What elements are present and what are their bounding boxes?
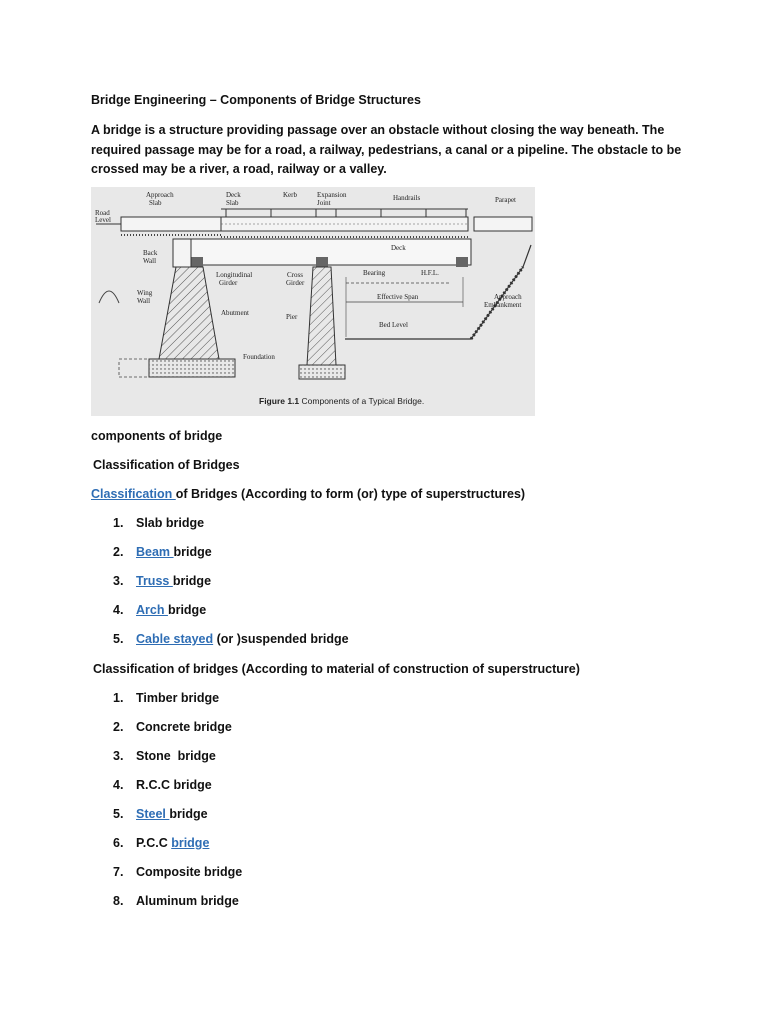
form-heading — [91, 487, 525, 501]
label-road-level: Road — [95, 209, 110, 217]
label-kerb: Kerb — [283, 191, 297, 199]
arch-link[interactable]: Arch — [136, 603, 168, 617]
svg-text:Level: Level — [95, 216, 111, 224]
classification-link[interactable]: Classification — [91, 487, 176, 501]
svg-text:Girder: Girder — [219, 279, 238, 287]
figure-caption: Figure 1.1 Components of a Typical Bridge. — [259, 396, 425, 406]
foundation-pier — [299, 365, 345, 379]
label-effective-span: Effective Span — [377, 293, 419, 301]
label-bed-level: Bed Level — [379, 321, 408, 329]
label-deck: Deck — [391, 244, 406, 252]
svg-text:Wall: Wall — [143, 257, 157, 265]
svg-text:Slab: Slab — [226, 199, 239, 207]
document-page: Bridge Engineering – Components of Bridge Structures A bridge is a structure providing passage over an obstacle without closing the way beneath. The required passage may be for a road, a railway, pedestrians, a canal or a pipeline. The obstacle to be crossed may be a river, a road, railway or a valley. Approach Slab Deck Slab Kerb Expansion Joint Handrails Parapet Road Level Deck Back Wall Longitudinal Girder Cross Girder Bearing H.F.L. Wing Wall Effective Span Approach Embankment Abutment Pier Bed Level Foundation Figure 1.1 Components of a Typical Bridge. components of bridge Classification of Bridges Classification of Bridges (According to form (or) type of superstructures) 1. Slab bridge 2. Beam bridge 3. Truss bridge 4. Arch bridge 5. Cable stayed (or )suspended bridge Classification of bridges (According to material of construction of superstructure) 1. Timber bridge 2. Concrete bridge 3. Stone bridge 4. R.C.C bridge 5. Steel bridge 6. P.C.C bridge 7. Composite bridge 8. Aluminum bridge — [0, 0, 768, 1024]
truss-link[interactable]: Truss — [136, 574, 173, 588]
label-deck-slab: Deck — [226, 191, 241, 199]
label-parapet: Parapet — [495, 196, 516, 204]
label-handrails: Handrails — [393, 194, 421, 202]
svg-text:Wall: Wall — [137, 297, 151, 305]
label-hfl: H.F.L. — [421, 269, 439, 277]
longitudinal-girder — [191, 239, 471, 265]
cable-stayed-link[interactable]: Cable stayed — [136, 632, 214, 646]
parapet — [474, 217, 532, 231]
label-foundation: Foundation — [243, 353, 275, 361]
svg-text:Joint: Joint — [317, 199, 331, 207]
material-heading: Classification of bridges (According to material of construction of superstructure) — [93, 662, 580, 676]
back-wall — [173, 239, 191, 267]
svg-text:Girder: Girder — [286, 279, 305, 287]
label-wing-wall: Wing — [137, 289, 153, 297]
label-abutment: Abutment — [221, 309, 249, 317]
components-caption: components of bridge — [91, 429, 223, 443]
label-longitudinal-girder: Longitudinal — [216, 271, 253, 279]
label-pier: Pier — [286, 313, 298, 321]
foundation-abutment — [149, 359, 235, 377]
document-title: Bridge Engineering – Components of Bridge Structures — [91, 93, 421, 107]
bridge-diagram — [91, 187, 535, 416]
bridge-link[interactable]: bridge — [171, 836, 210, 850]
label-back-wall: Back — [143, 249, 158, 257]
steel-link[interactable]: Steel — [136, 807, 170, 821]
label-cross-girder: Cross — [287, 271, 303, 279]
form-heading-rest: of Bridges (According to form (or) type of superstructures) — [175, 487, 526, 501]
label-expansion-joint: Expansion — [317, 191, 347, 199]
beam-link[interactable]: Beam — [136, 545, 174, 559]
svg-text:Embankment: Embankment — [484, 301, 522, 309]
approach-slab — [121, 217, 221, 231]
label-approach-slab: Approach — [146, 191, 174, 199]
intro-paragraph: A bridge is a structure providing passage over an obstacle without closing the way beneath. The required passage may be for a road, a railway, pedestrians, a canal or a pipeline. The obstacle to be crossed may be a river, a road, railway or a valley. — [91, 123, 682, 176]
label-approach-embankment: Approach — [494, 293, 522, 301]
svg-text:Slab: Slab — [149, 199, 162, 207]
bridge-components-figure — [91, 187, 535, 416]
classification-heading: Classification of Bridges — [93, 458, 240, 472]
label-bearing: Bearing — [363, 269, 386, 277]
